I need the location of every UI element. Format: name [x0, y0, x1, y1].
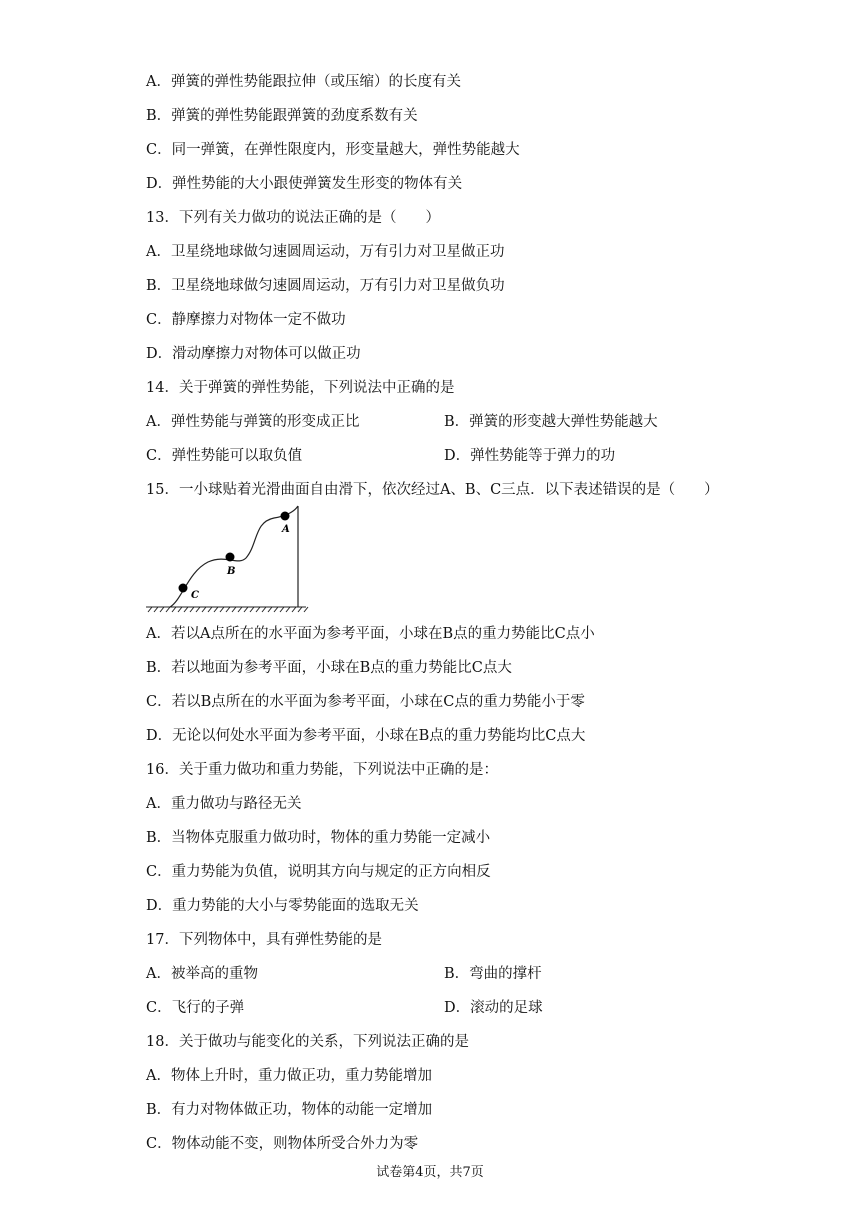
q18-stem: 18．关于做功与能变化的关系，下列说法正确的是: [146, 1034, 469, 1050]
q12-option-a: A．弹簧的弹性势能跟拉伸（或压缩）的长度有关: [146, 74, 461, 90]
ball-c: [179, 584, 188, 593]
q15-option-a: A．若以A点所在的水平面为参考平面，小球在B点的重力势能比C点小: [146, 626, 595, 642]
q18-option-a: A．物体上升时，重力做正功，重力势能增加: [146, 1068, 432, 1084]
q16-stem: 16．关于重力做功和重力势能，下列说法中正确的是：: [146, 762, 498, 778]
q14-option-b: B．弹簧的形变越大弹性势能越大: [444, 414, 658, 430]
q12-option-c: C．同一弹簧，在弹性限度内，形变量越大，弹性势能越大: [146, 142, 520, 158]
q13-option-c: C．静摩擦力对物体一定不做功: [146, 312, 346, 328]
q16-option-a: A．重力做功与路径无关: [146, 796, 302, 812]
ground-hatch: [146, 607, 308, 612]
q16-option-b: B．当物体克服重力做功时，物体的重力势能一定减小: [146, 830, 491, 846]
ball-a: [281, 512, 290, 521]
q15-option-d: D．无论以何处水平面为参考平面，小球在B点的重力势能均比C点大: [146, 728, 586, 744]
q17-option-d: D．滚动的足球: [444, 1000, 543, 1016]
q13-option-b: B．卫星绕地球做匀速圆周运动，万有引力对卫星做负功: [146, 278, 505, 294]
q16-option-c: C．重力势能为负值，说明其方向与规定的正方向相反: [146, 864, 491, 880]
q16-option-d: D．重力势能的大小与零势能面的选取无关: [146, 898, 419, 914]
label-a: A: [282, 524, 290, 535]
q15-option-c: C．若以B点所在的水平面为参考平面，小球在C点的重力势能小于零: [146, 694, 585, 710]
q13-option-a: A．卫星绕地球做匀速圆周运动，万有引力对卫星做正功: [146, 244, 505, 260]
q13-option-d: D．滑动摩擦力对物体可以做正功: [146, 346, 361, 362]
q17-option-b: B．弯曲的撑杆: [444, 966, 542, 982]
label-b: B: [227, 566, 236, 577]
q15-stem: 15．一小球贴着光滑曲面自由滑下，依次经过A、B、C三点．以下表述错误的是（ ）: [146, 482, 719, 498]
q13-stem: 13．下列有关力做功的说法正确的是（ ）: [146, 210, 440, 226]
ball-b: [226, 553, 235, 562]
q12-option-b: B．弹簧的弹性势能跟弹簧的劲度系数有关: [146, 108, 418, 124]
q14-option-a: A．弹性势能与弹簧的形变成正比: [146, 414, 360, 430]
q17-option-c: C．飞行的子弹: [146, 1000, 245, 1016]
q14-stem: 14．关于弹簧的弹性势能，下列说法中正确的是: [146, 380, 455, 396]
q14-option-c: C．弹性势能可以取负值: [146, 448, 303, 464]
q14-option-d: D．弹性势能等于弹力的功: [444, 448, 616, 464]
q15-option-b: B．若以地面为参考平面，小球在B点的重力势能比C点大: [146, 660, 512, 676]
q12-option-d: D．弹性势能的大小跟使弹簧发生形变的物体有关: [146, 176, 463, 192]
page-footer: 试卷第4页，共7页: [376, 1165, 484, 1180]
q18-option-c: C．物体动能不变，则物体所受合外力为零: [146, 1136, 419, 1152]
q18-option-b: B．有力对物体做正功，物体的动能一定增加: [146, 1102, 433, 1118]
q17-stem: 17．下列物体中，具有弹性势能的是: [146, 932, 382, 948]
label-c: C: [191, 590, 199, 601]
q17-option-a: A．被举高的重物: [146, 966, 258, 982]
q15-curve-figure: [146, 504, 310, 616]
